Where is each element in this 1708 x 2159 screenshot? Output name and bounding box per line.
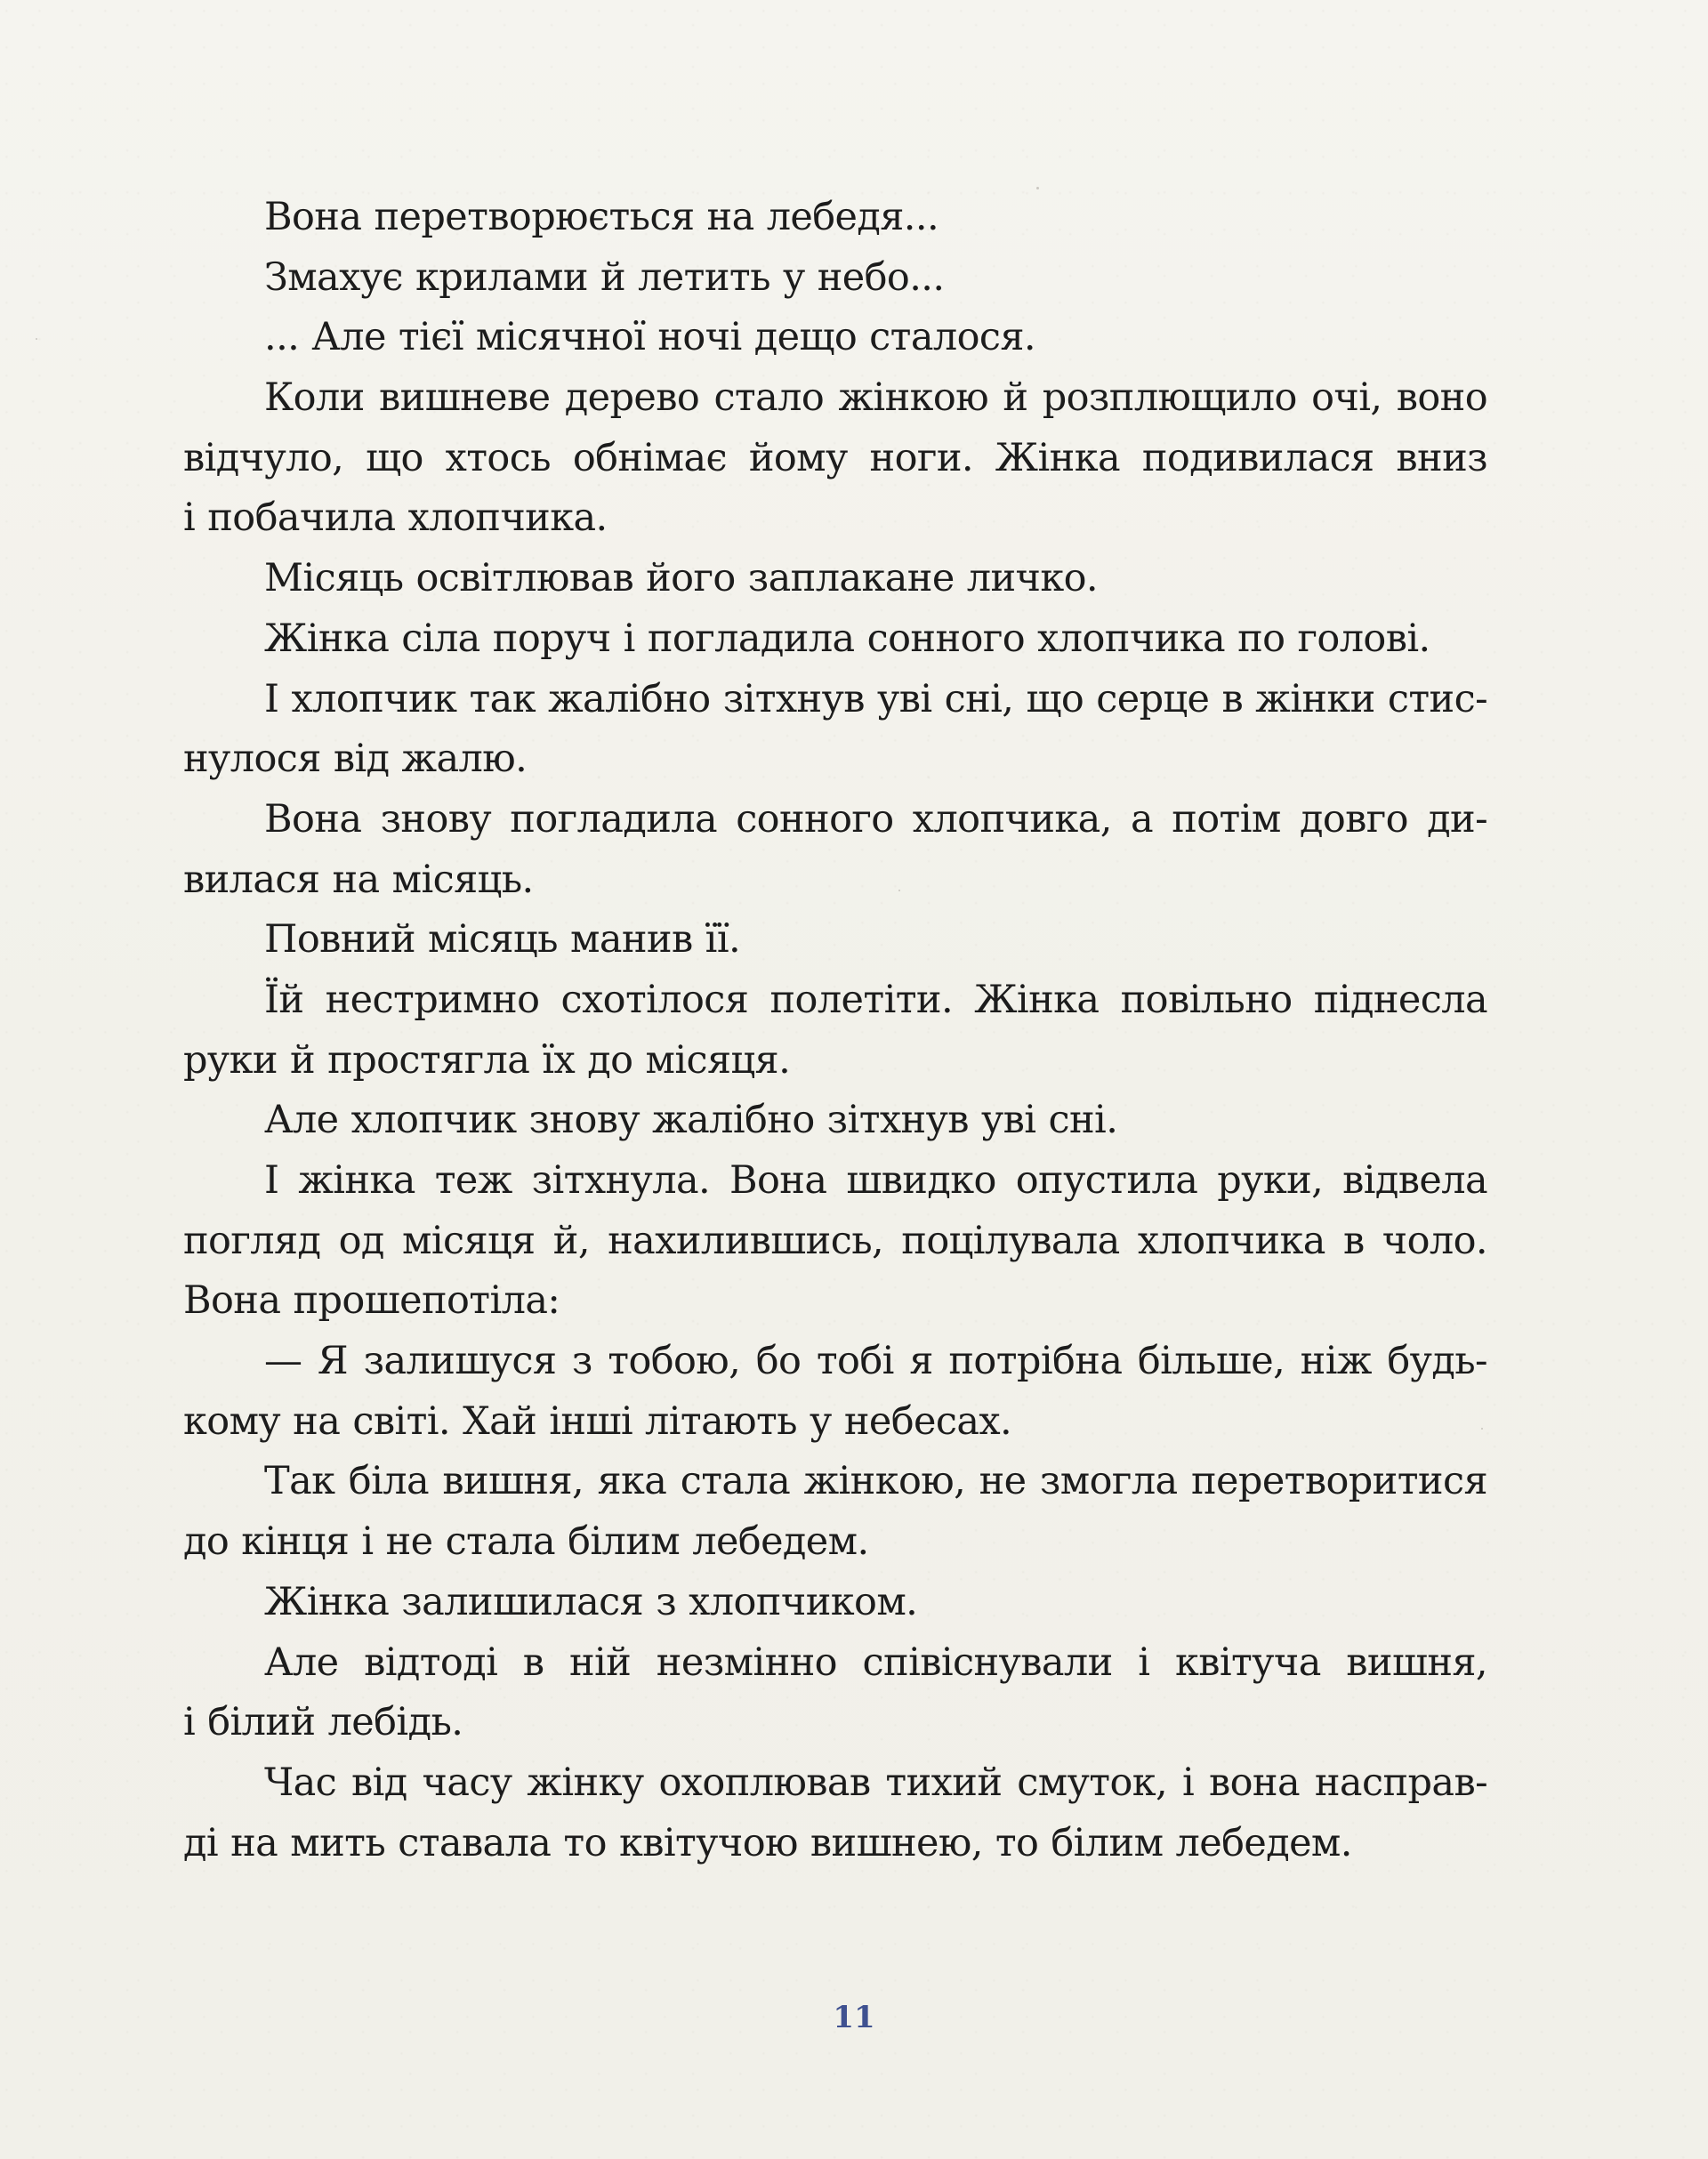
text-line: ді на мить ставала то квітучою вишнею, то білим лебедем. — [183, 1820, 1352, 1865]
text-line: ... Але тієї місячної ночі дещо сталося. — [264, 315, 1035, 360]
text-line: Жінка сіла поруч і погладила сонного хлопчика по голові. — [264, 616, 1430, 661]
text-line: погляд од місяця й, нахилившись, поцілувала хлопчика в чоло. — [183, 1218, 1487, 1263]
text-line: — Я залишуся з тобою, бо тобі я потрібна більше, ніж будь- — [264, 1339, 1487, 1384]
text-line: до кінця і не стала білим лебедем. — [183, 1519, 869, 1565]
paper-speck — [1036, 187, 1039, 189]
text-line: Вона прошепотіла: — [183, 1278, 560, 1324]
page-number: 11 — [833, 2000, 875, 2035]
text-line: кому на світі. Хай інші літають у небесах. — [183, 1398, 1012, 1444]
text-line: Коли вишневе дерево стало жінкою й розплющило очі, воно — [264, 375, 1487, 421]
text-line: вилася на місяць. — [183, 857, 534, 902]
text-line: нулося від жалю. — [183, 737, 528, 782]
text-line: руки й простягла їх до місяця. — [183, 1037, 791, 1083]
text-line: Повний місяць манив її. — [264, 917, 741, 963]
text-line: І хлопчик так жалібно зітхнув уві сні, що серце в жінки стис- — [264, 676, 1487, 721]
paper-speck — [36, 338, 37, 340]
story-text — [183, 188, 1487, 1873]
text-line: Так біла вишня, яка стала жінкою, не змогла перетворитися — [264, 1459, 1487, 1504]
text-line: Час від часу жінку охоплював тихий смуток, і вона насправ- — [264, 1760, 1487, 1805]
text-line: Їй нестримно схотілося полетіти. Жінка повільно піднесла — [264, 977, 1487, 1022]
text-line: Але відтоді в ній незмінно співіснували і квітуча вишня, — [264, 1639, 1487, 1685]
text-line: Жінка залишилася з хлопчиком. — [264, 1579, 918, 1624]
text-line: і побачила хлопчика. — [183, 495, 608, 541]
text-line: Вона знову погладила сонного хлопчика, а потім довго ди- — [264, 796, 1487, 842]
text-line: Але хлопчик знову жалібно зітхнув уві сні. — [264, 1098, 1118, 1143]
paper-speck — [898, 890, 900, 891]
text-line: і білий лебідь. — [183, 1700, 463, 1745]
paper-speck — [1481, 1428, 1483, 1430]
text-line: відчуло, що хтось обнімає йому ноги. Жінка подивилася вниз — [183, 435, 1487, 480]
text-line: І жінка теж зітхнула. Вона швидко опустила руки, відвела — [264, 1158, 1487, 1203]
text-line: Місяць освітлював його заплакане личко. — [264, 556, 1098, 601]
text-line: Вона перетворюється на лебедя... — [264, 195, 939, 239]
text-line: Змахує крилами й летить у небо... — [264, 254, 945, 300]
